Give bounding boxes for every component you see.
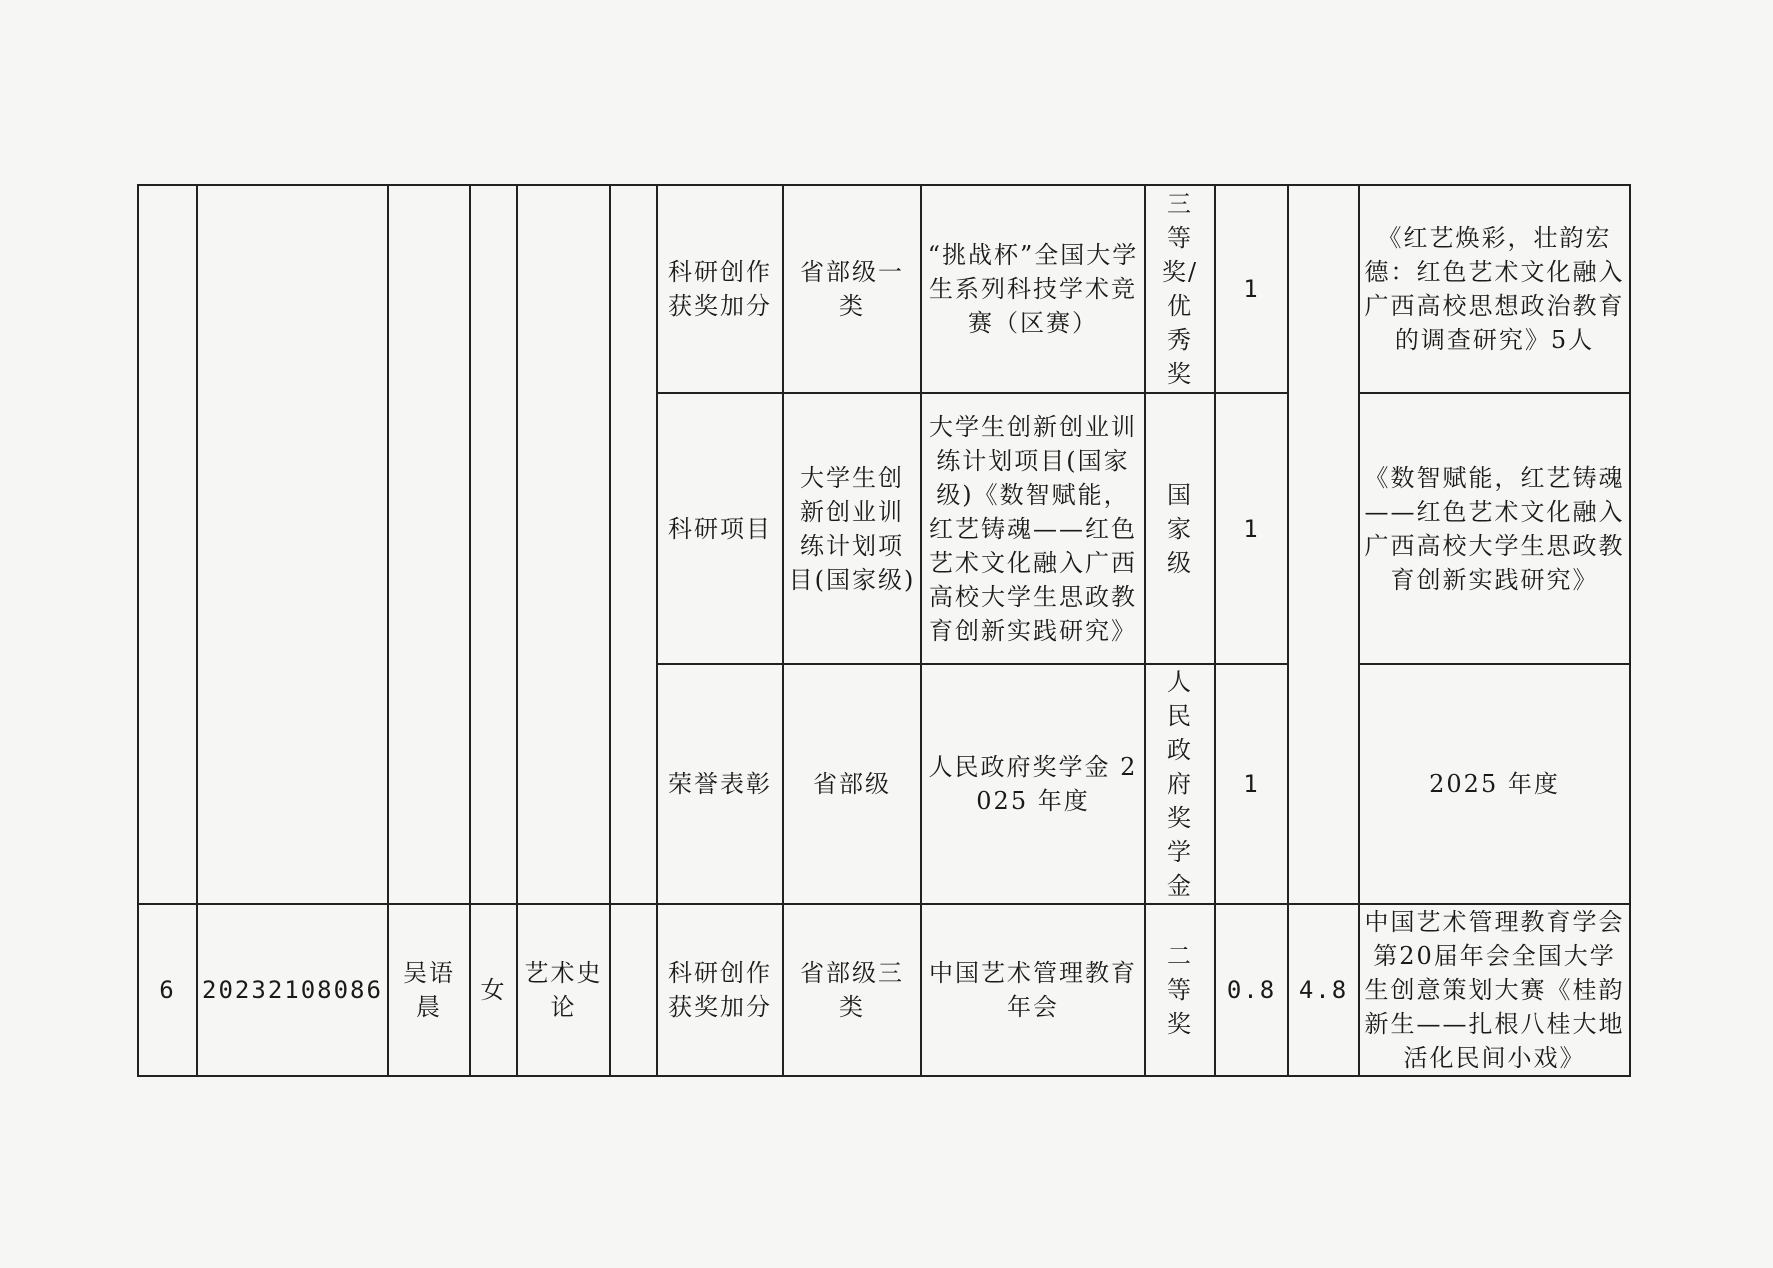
major-cell	[517, 185, 610, 904]
student-id-cell	[197, 185, 388, 904]
blank-cell	[610, 904, 657, 1076]
total-cell: 4.8	[1288, 904, 1359, 1076]
category-cell: 科研创作获奖加分	[657, 904, 783, 1076]
project-cell: 大学生创新创业训练计划项目(国家级)《数智赋能，红艺铸魂——红色艺术文化融入广西高校大学生思政教育创新实践研究》	[921, 393, 1145, 664]
gender-cell	[470, 185, 517, 904]
project-cell: “挑战杯”全国大学生系列科技学术竞赛（区赛）	[921, 185, 1145, 393]
score-cell: 1	[1215, 185, 1288, 393]
level-cell: 大学生创新创业训练计划项目(国家级)	[783, 393, 921, 664]
category-cell: 科研创作获奖加分	[657, 185, 783, 393]
remark-cell: 中国艺术管理教育学会第20届年会全国大学生创意策划大赛《桂韵新生——扎根八桂大地 活化民间小戏》	[1359, 904, 1630, 1076]
seq-cell	[138, 185, 197, 904]
table-row	[138, 185, 1630, 393]
score-cell: 1	[1215, 664, 1288, 904]
remark-cell: 《红艺焕彩，壮韵宏德：红色艺术文化融入广西高校思想政治教育的调查研究》5人	[1359, 185, 1630, 393]
score-cell: 1	[1215, 393, 1288, 664]
seq-cell: 6	[138, 904, 197, 1076]
name-cell: 吴语晨	[388, 904, 470, 1076]
project-cell: 中国艺术管理教育年会	[921, 904, 1145, 1076]
level-cell: 省部级一类	[783, 185, 921, 393]
remark-cell: 2025 年度	[1359, 664, 1630, 904]
grade-cell: 三等奖/优秀奖	[1145, 185, 1215, 393]
gender-cell: 女	[470, 904, 517, 1076]
blank-cell	[610, 185, 657, 904]
level-cell: 省部级	[783, 664, 921, 904]
table-row	[138, 904, 1630, 1076]
remark-cell: 《数智赋能，红艺铸魂——红色艺术文化融入广西高校大学生思政教育创新实践研究》	[1359, 393, 1630, 664]
major-cell: 艺术史论	[517, 904, 610, 1076]
name-cell	[388, 185, 470, 904]
grade-cell: 二等奖	[1145, 904, 1215, 1076]
award-score-table	[137, 184, 1631, 1077]
category-cell: 科研项目	[657, 393, 783, 664]
student-id-cell: 20232108086	[197, 904, 388, 1076]
category-cell: 荣誉表彰	[657, 664, 783, 904]
total-cell	[1288, 185, 1359, 904]
project-cell: 人民政府奖学金 2025 年度	[921, 664, 1145, 904]
level-cell: 省部级三类	[783, 904, 921, 1076]
score-cell: 0.8	[1215, 904, 1288, 1076]
grade-cell: 人民政府奖学金	[1145, 664, 1215, 904]
grade-cell: 国家级	[1145, 393, 1215, 664]
